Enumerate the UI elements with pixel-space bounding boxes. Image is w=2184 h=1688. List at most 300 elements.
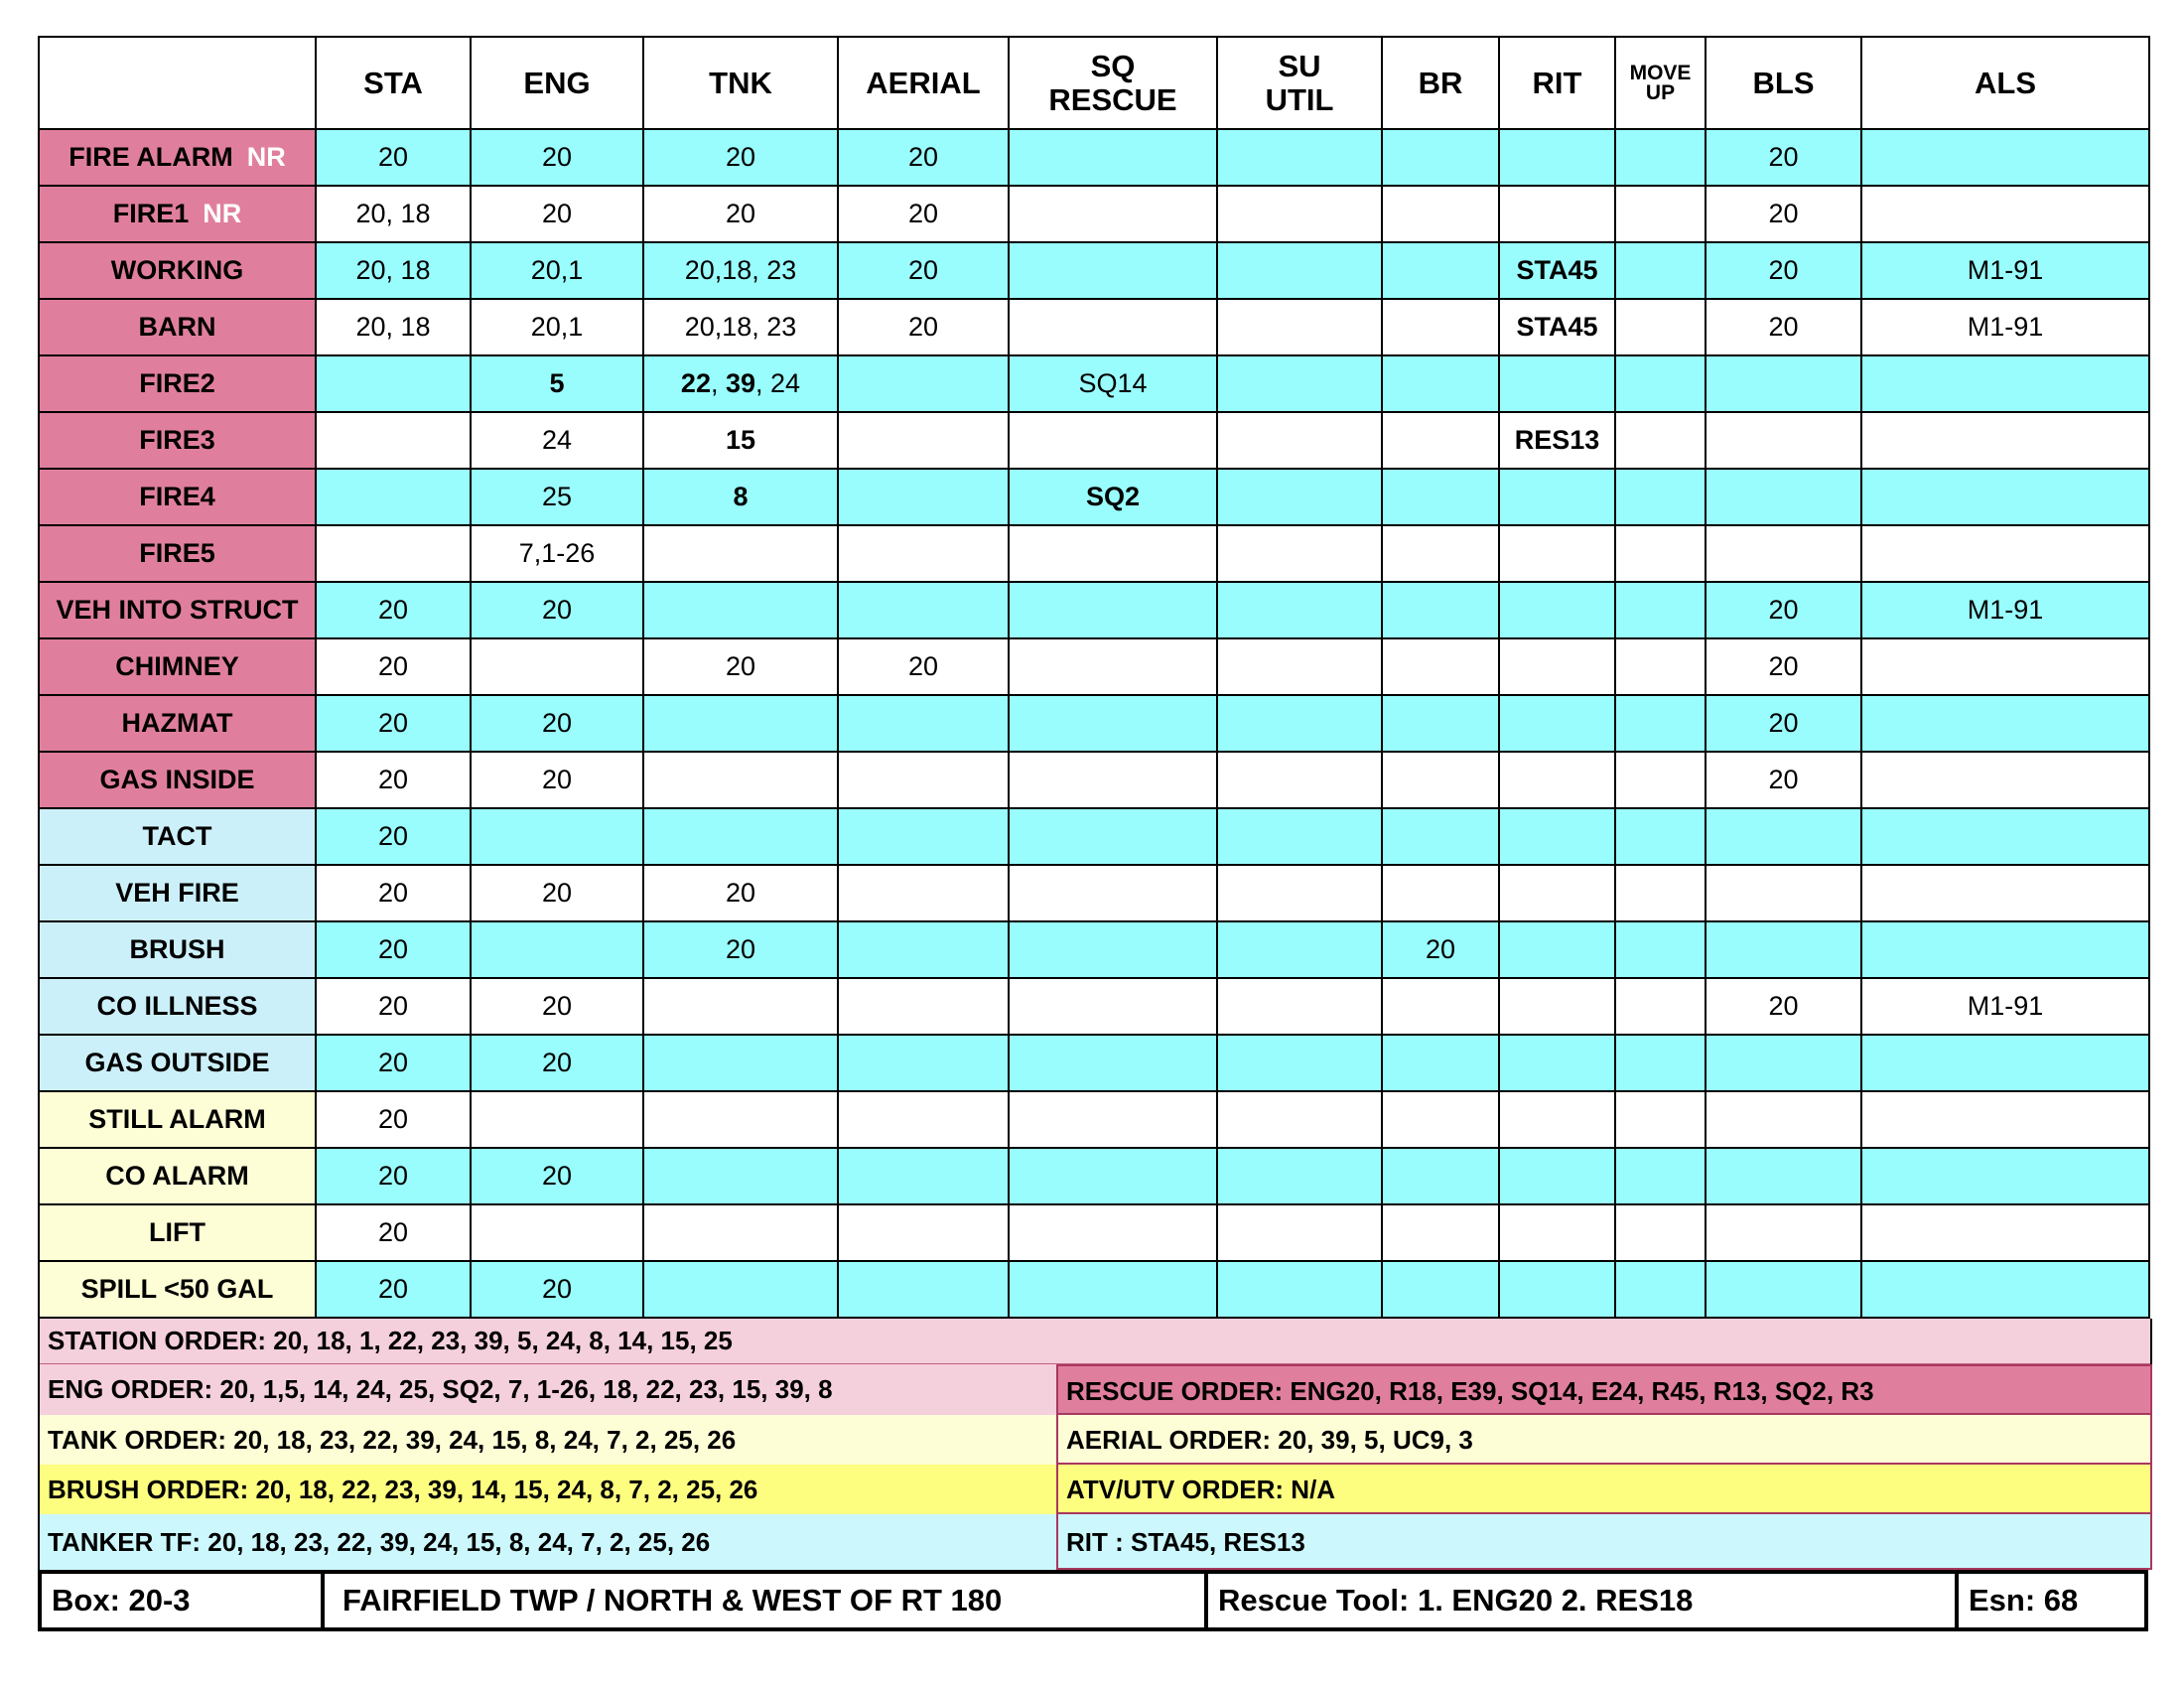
- cell-value: 20, 18: [355, 255, 431, 285]
- cell-value: 20: [541, 1274, 573, 1304]
- row-label: [39, 355, 316, 412]
- table-row: [39, 695, 2149, 752]
- header-aerial: AERIAL: [838, 37, 1009, 129]
- row-label: [39, 865, 316, 921]
- header-sq-rescue: [1009, 37, 1217, 129]
- cell-als: [1861, 1148, 2149, 1204]
- cell-tnk: [643, 129, 838, 186]
- cell-move: [1615, 1148, 1706, 1204]
- cell-value: 20: [907, 142, 939, 172]
- cell-bls: [1706, 242, 1861, 299]
- cell-bls: [1706, 695, 1861, 752]
- cell-value: 20: [377, 1048, 409, 1077]
- table-row: [39, 299, 2149, 355]
- cell-rit: [1499, 129, 1615, 186]
- table-row: [39, 242, 2149, 299]
- cell-move: [1615, 808, 1706, 865]
- cell-sq: [1009, 1148, 1217, 1204]
- cell-rit: [1499, 299, 1615, 355]
- cell-su: [1217, 299, 1382, 355]
- cell-value: SQ14: [1078, 368, 1148, 398]
- station-order: STATION ORDER: 20, 18, 1, 22, 23, 39, 5, 24, 8, 14, 15, 25: [40, 1319, 2150, 1364]
- cell-sq: [1009, 921, 1217, 978]
- row-label: [39, 1035, 316, 1091]
- cell-su: [1217, 469, 1382, 525]
- cell-aerial: [838, 1091, 1009, 1148]
- tanker-tf: TANKER TF: 20, 18, 23, 22, 39, 24, 15, 8, 24, 7, 2, 25, 26: [40, 1514, 1056, 1570]
- cell-move: [1615, 865, 1706, 921]
- row-label-text: CO ILLNESS: [96, 991, 258, 1021]
- cell-aerial: [838, 355, 1009, 412]
- cell-value: 20: [377, 765, 409, 794]
- cell-als: [1861, 412, 2149, 469]
- cell-bls: [1706, 469, 1861, 525]
- cell-value: 20: [377, 708, 409, 738]
- row-label: [39, 242, 316, 299]
- table-row: [39, 1261, 2149, 1318]
- cell-value: 20: [377, 821, 409, 851]
- cell-su: [1217, 865, 1382, 921]
- cell-move: [1615, 1261, 1706, 1318]
- cell-br: [1382, 1035, 1499, 1091]
- cell-value: 8: [733, 482, 749, 511]
- cell-als: [1861, 525, 2149, 582]
- cell-move: [1615, 412, 1706, 469]
- cell-sq: [1009, 1261, 1217, 1318]
- cell-eng: [471, 978, 643, 1035]
- cell-tnk: [643, 355, 838, 412]
- cell-eng: [471, 299, 643, 355]
- cell-value: 20: [541, 1161, 573, 1191]
- cell-value: 5: [549, 368, 565, 398]
- cell-bls: [1706, 808, 1861, 865]
- cell-sq: [1009, 978, 1217, 1035]
- cell-bls: [1706, 1035, 1861, 1091]
- cell-sta: [316, 582, 471, 638]
- cell-br: [1382, 865, 1499, 921]
- cell-su: [1217, 978, 1382, 1035]
- cell-value: 20: [541, 199, 573, 228]
- header-eng: ENG: [471, 37, 643, 129]
- cell-value: 20: [907, 199, 939, 228]
- table-row: [39, 186, 2149, 242]
- cell-sq: [1009, 1091, 1217, 1148]
- cell-aerial: [838, 1035, 1009, 1091]
- cell-move: [1615, 299, 1706, 355]
- cell-move: [1615, 525, 1706, 582]
- response-grid: [38, 36, 2150, 1319]
- cell-move: [1615, 129, 1706, 186]
- row-label: [39, 582, 316, 638]
- cell-value: RES13: [1514, 425, 1600, 455]
- cell-aerial: [838, 412, 1009, 469]
- cell-bls: [1706, 921, 1861, 978]
- cell-value: 20: [725, 199, 756, 228]
- cell-rit: [1499, 525, 1615, 582]
- cell-tnk: [643, 299, 838, 355]
- row-label-text: STILL ALARM: [88, 1104, 266, 1134]
- cell-value: M1-91: [1967, 312, 2044, 342]
- row-label-text: VEH FIRE: [115, 878, 239, 908]
- cell-su: [1217, 638, 1382, 695]
- cell-br: [1382, 129, 1499, 186]
- header-su-util-line2: UTIL: [1265, 81, 1334, 117]
- row-label: [39, 299, 316, 355]
- cell-eng: [471, 242, 643, 299]
- cell-als: [1861, 695, 2149, 752]
- row-label: [39, 921, 316, 978]
- cell-eng: [471, 695, 643, 752]
- cell-value: M1-91: [1967, 595, 2044, 625]
- cell-aerial: [838, 1261, 1009, 1318]
- row-label: [39, 129, 316, 186]
- cell-sq: [1009, 865, 1217, 921]
- header-sq-rescue-line1: SQ: [1090, 48, 1136, 83]
- cell-aerial: [838, 1204, 1009, 1261]
- cell-eng: [471, 1035, 643, 1091]
- row-label: [39, 752, 316, 808]
- cell-value: 20: [1768, 255, 1799, 285]
- cell-value: 20: [1768, 312, 1799, 342]
- cell-sta: [316, 242, 471, 299]
- table-row: [39, 1035, 2149, 1091]
- cell-rit: [1499, 921, 1615, 978]
- cell-br: [1382, 638, 1499, 695]
- cell-aerial: [838, 1148, 1009, 1204]
- cell-rit: [1499, 186, 1615, 242]
- cell-sta: [316, 638, 471, 695]
- cell-rit: [1499, 1091, 1615, 1148]
- cell-sta: [316, 1148, 471, 1204]
- cell-value: 25: [541, 482, 573, 511]
- cell-value: 39: [725, 368, 756, 398]
- row-label: [39, 638, 316, 695]
- cell-sq: [1009, 1204, 1217, 1261]
- header-move-up-line1: MOVE: [1629, 61, 1692, 84]
- cell-bls: [1706, 865, 1861, 921]
- cell-tnk: [643, 1261, 838, 1318]
- cell-move: [1615, 921, 1706, 978]
- cell-br: [1382, 1091, 1499, 1148]
- rescue-order: RESCUE ORDER: ENG20, R18, E39, SQ14, E24, R45, R13, SQ2, R3: [1056, 1364, 2152, 1415]
- cell-value: 20: [725, 934, 756, 964]
- cell-als: [1861, 129, 2149, 186]
- cell-sq: [1009, 1035, 1217, 1091]
- cell-value: 15: [725, 425, 756, 455]
- cell-move: [1615, 469, 1706, 525]
- cell-aerial: [838, 638, 1009, 695]
- header-corner: [39, 37, 316, 129]
- cell-eng: [471, 865, 643, 921]
- cell-aerial: [838, 752, 1009, 808]
- row-label-text: FIRE2: [139, 368, 215, 398]
- cell-als: [1861, 299, 2149, 355]
- cell-aerial: [838, 186, 1009, 242]
- area-description: FAIRFIELD TWP / NORTH & WEST OF RT 180: [325, 1574, 1208, 1627]
- cell-value: 20, 18: [355, 312, 431, 342]
- cell-rit: [1499, 1261, 1615, 1318]
- cell-tnk: [643, 638, 838, 695]
- esn-number: Esn: 68: [1969, 1583, 2079, 1618]
- orders-panel: [38, 1319, 2152, 1570]
- eng-order: ENG ORDER: 20, 1,5, 14, 24, 25, SQ2, 7, 1-26, 18, 22, 23, 15, 39, 8: [40, 1364, 1056, 1415]
- cell-sta: [316, 186, 471, 242]
- row-label-text: VEH INTO STRUCT: [56, 595, 299, 625]
- cell-aerial: [838, 242, 1009, 299]
- table-row: [39, 921, 2149, 978]
- cell-su: [1217, 1091, 1382, 1148]
- cell-value: STA45: [1516, 312, 1598, 342]
- cell-als: [1861, 865, 2149, 921]
- table-row: [39, 412, 2149, 469]
- row-label: [39, 1091, 316, 1148]
- cell-value: SQ2: [1085, 482, 1141, 511]
- cell-sta: [316, 1035, 471, 1091]
- cell-br: [1382, 921, 1499, 978]
- cell-tnk: [643, 1204, 838, 1261]
- cell-su: [1217, 129, 1382, 186]
- cell-aerial: [838, 921, 1009, 978]
- cell-tnk: [643, 1091, 838, 1148]
- row-label-text: WORKING: [110, 255, 244, 285]
- header-move-up: [1615, 37, 1706, 129]
- cell-su: [1217, 186, 1382, 242]
- cell-eng: [471, 808, 643, 865]
- table-row: [39, 752, 2149, 808]
- aerial-order: AERIAL ORDER: 20, 39, 5, UC9, 3: [1056, 1415, 2152, 1465]
- cell-br: [1382, 808, 1499, 865]
- cell-value: 20,18, 23: [684, 255, 797, 285]
- cell-rit: [1499, 1035, 1615, 1091]
- cell-value: 20: [725, 878, 756, 908]
- cell-rit: [1499, 1204, 1615, 1261]
- cell-value: 20: [377, 651, 409, 681]
- row-label-text: FIRE5: [139, 538, 215, 568]
- cell-value: 20: [377, 142, 409, 172]
- cell-bls: [1706, 1204, 1861, 1261]
- row-label: [39, 1261, 316, 1318]
- cell-value: 24: [541, 425, 573, 455]
- cell-tnk: [643, 1148, 838, 1204]
- cell-als: [1861, 808, 2149, 865]
- cell-br: [1382, 752, 1499, 808]
- cell-value: 20: [377, 991, 409, 1021]
- table-row: [39, 1148, 2149, 1204]
- cell-br: [1382, 978, 1499, 1035]
- cell-eng: [471, 412, 643, 469]
- cell-aerial: [838, 865, 1009, 921]
- header-br: BR: [1382, 37, 1499, 129]
- cell-value: 20: [541, 1048, 573, 1077]
- cell-sq: [1009, 129, 1217, 186]
- table-row: [39, 129, 2149, 186]
- box-number: Box: 20-3: [42, 1574, 325, 1627]
- cell-rit: [1499, 865, 1615, 921]
- cell-aerial: [838, 695, 1009, 752]
- cell-br: [1382, 1204, 1499, 1261]
- cell-sta: [316, 469, 471, 525]
- cell-aerial: [838, 582, 1009, 638]
- cell-bls: [1706, 412, 1861, 469]
- cell-move: [1615, 582, 1706, 638]
- cell-rit: [1499, 355, 1615, 412]
- cell-move: [1615, 1091, 1706, 1148]
- cell-value: 20: [541, 142, 573, 172]
- cell-sq: [1009, 752, 1217, 808]
- cell-value: 20,1: [530, 255, 584, 285]
- cell-br: [1382, 355, 1499, 412]
- cell-value: 20: [1768, 142, 1799, 172]
- cell-eng: [471, 638, 643, 695]
- cell-rit: [1499, 469, 1615, 525]
- cell-value: 20: [541, 765, 573, 794]
- cell-value: 20,18, 23: [684, 312, 797, 342]
- row-label-text: SPILL <50 GAL: [80, 1274, 274, 1304]
- row-label: [39, 469, 316, 525]
- row-label-text: GAS OUTSIDE: [84, 1048, 270, 1077]
- cell-als: [1861, 921, 2149, 978]
- header-su-util-line1: SU: [1278, 48, 1321, 83]
- cell-br: [1382, 582, 1499, 638]
- row-label: [39, 808, 316, 865]
- cell-br: [1382, 412, 1499, 469]
- cell-value: 20: [907, 255, 939, 285]
- cell-sq: [1009, 299, 1217, 355]
- cell-eng: [471, 921, 643, 978]
- cell-value: 20: [1768, 708, 1799, 738]
- cell-als: [1861, 978, 2149, 1035]
- cell-bls: [1706, 1148, 1861, 1204]
- footer-bar: [38, 1570, 2148, 1631]
- cell-rit: [1499, 242, 1615, 299]
- cell-move: [1615, 752, 1706, 808]
- cell-br: [1382, 525, 1499, 582]
- cell-sta: [316, 525, 471, 582]
- cell-tnk: [643, 412, 838, 469]
- cell-value: M1-91: [1967, 991, 2044, 1021]
- row-label: [39, 978, 316, 1035]
- cell-move: [1615, 1035, 1706, 1091]
- cell-aerial: [838, 808, 1009, 865]
- cell-value: 20: [1768, 991, 1799, 1021]
- cell-value: STA45: [1516, 255, 1598, 285]
- cell-value: 20: [1768, 651, 1799, 681]
- row-label-text: GAS INSIDE: [99, 765, 255, 794]
- row-label: [39, 1148, 316, 1204]
- table-row: [39, 638, 2149, 695]
- atv-utv-order: ATV/UTV ORDER: N/A: [1056, 1465, 2152, 1514]
- table-row: [39, 582, 2149, 638]
- cell-value: 7,1-26: [518, 538, 596, 568]
- cell-eng: [471, 1261, 643, 1318]
- cell-sq: [1009, 808, 1217, 865]
- cell-rit: [1499, 978, 1615, 1035]
- cell-value: 20: [1768, 765, 1799, 794]
- cell-aerial: [838, 129, 1009, 186]
- cell-move: [1615, 1204, 1706, 1261]
- cell-eng: [471, 525, 643, 582]
- cell-su: [1217, 808, 1382, 865]
- cell-bls: [1706, 582, 1861, 638]
- cell-als: [1861, 1035, 2149, 1091]
- cell-bls: [1706, 1261, 1861, 1318]
- cell-sta: [316, 1204, 471, 1261]
- cell-value: 20: [377, 878, 409, 908]
- cell-value: 20: [541, 708, 573, 738]
- cell-value: 20: [1425, 934, 1456, 964]
- cell-tnk: [643, 865, 838, 921]
- cell-sq: [1009, 469, 1217, 525]
- cell-move: [1615, 695, 1706, 752]
- cell-move: [1615, 242, 1706, 299]
- table-row: [39, 525, 2149, 582]
- cell-move: [1615, 978, 1706, 1035]
- cell-su: [1217, 525, 1382, 582]
- cell-als: [1861, 1261, 2149, 1318]
- cell-als: [1861, 1204, 2149, 1261]
- cell-tnk: [643, 242, 838, 299]
- cell-sta: [316, 978, 471, 1035]
- cell-su: [1217, 1035, 1382, 1091]
- header-sta: STA: [316, 37, 471, 129]
- header-move-up-line2: UP: [1645, 80, 1676, 104]
- cell-bls: [1706, 978, 1861, 1035]
- cell-su: [1217, 1204, 1382, 1261]
- cell-br: [1382, 299, 1499, 355]
- cell-als: [1861, 469, 2149, 525]
- row-label: [39, 695, 316, 752]
- header-rit: RIT: [1499, 37, 1615, 129]
- rescue-tool: Rescue Tool: 1. ENG20 2. RES18: [1208, 1574, 1959, 1627]
- cell-sq: [1009, 186, 1217, 242]
- row-label-text: CO ALARM: [105, 1161, 249, 1191]
- cell-su: [1217, 242, 1382, 299]
- cell-sta: [316, 1261, 471, 1318]
- cell-als: [1861, 582, 2149, 638]
- cell-su: [1217, 412, 1382, 469]
- cell-br: [1382, 695, 1499, 752]
- cell-bls: [1706, 299, 1861, 355]
- row-label-text: BRUSH: [129, 934, 225, 964]
- cell-sta: [316, 355, 471, 412]
- cell-value: , 24: [755, 368, 801, 398]
- cell-sta: [316, 865, 471, 921]
- table-row: [39, 1204, 2149, 1261]
- table-row: [39, 978, 2149, 1035]
- cell-als: [1861, 1091, 2149, 1148]
- row-label-text: FIRE ALARM: [68, 142, 233, 172]
- cell-eng: [471, 1204, 643, 1261]
- cell-tnk: [643, 469, 838, 525]
- header-sq-rescue-line2: RESCUE: [1048, 81, 1177, 117]
- brush-order: BRUSH ORDER: 20, 18, 22, 23, 39, 14, 15, 24, 8, 7, 2, 25, 26: [40, 1465, 1056, 1514]
- nr-flag: NR: [203, 199, 242, 228]
- cell-bls: [1706, 129, 1861, 186]
- cell-tnk: [643, 808, 838, 865]
- cell-als: [1861, 242, 2149, 299]
- header-bls: BLS: [1706, 37, 1861, 129]
- cell-als: [1861, 355, 2149, 412]
- cell-sq: [1009, 412, 1217, 469]
- cell-rit: [1499, 412, 1615, 469]
- cell-als: [1861, 752, 2149, 808]
- cell-sta: [316, 129, 471, 186]
- cell-sta: [316, 299, 471, 355]
- cell-su: [1217, 1148, 1382, 1204]
- row-label: [39, 412, 316, 469]
- cell-sta: [316, 1091, 471, 1148]
- cell-su: [1217, 695, 1382, 752]
